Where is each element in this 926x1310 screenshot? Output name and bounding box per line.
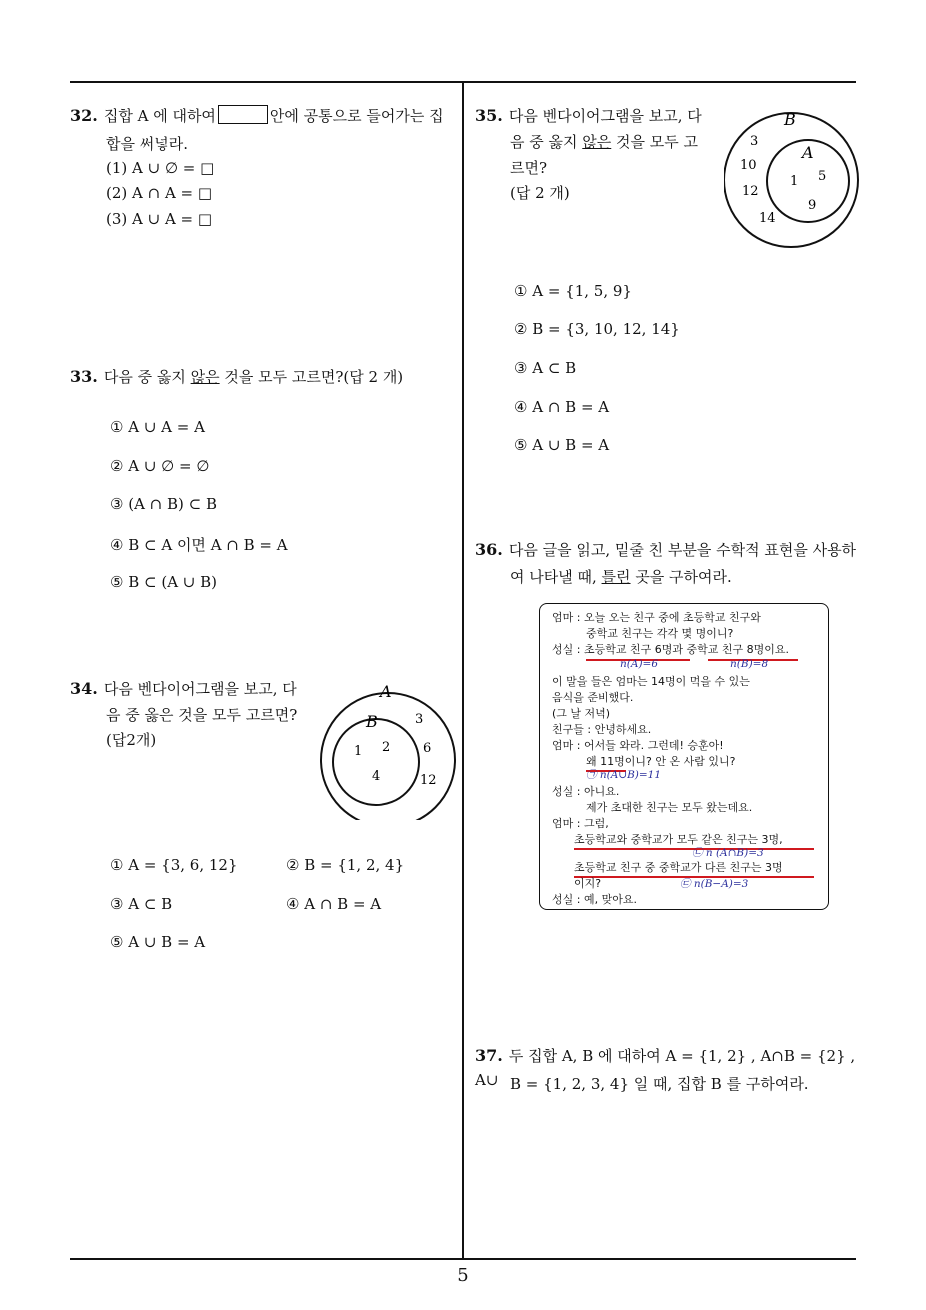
dialog-line: 초등학교와 중학교가 모두 같은 친구는 3명, [574,833,783,846]
question-35 [475,104,725,128]
question-text: 것을 모두 고르면?(답 2 개) [224,368,404,386]
question-33 [70,365,455,389]
q35-option-1: ① A = {1, 5, 9} [514,282,632,300]
question-text-cont: 르면? [510,159,548,177]
q34-option-1: ① A = {3, 6, 12} [110,856,238,874]
question-text: 두 집합 A, B 에 대하여 A = {1, 2} , A∩B = {2} , A∪ [475,1047,856,1089]
q35-option-4: ④ A ∩ B = A [514,398,610,416]
question-34 [70,677,310,701]
question-text: 음 중 옳지 [510,133,578,151]
annotation: ㉠ n(A∪B)=11 [586,769,662,781]
question-text: 여 나타낼 때, [510,568,597,586]
element: 1 [790,174,799,189]
element: 6 [423,741,432,756]
q33-option-3: ③ (A ∩ B) ⊂ B [110,495,218,513]
dialog-box [539,603,829,910]
question-text-cont: (답2개) [106,731,157,749]
annotation: ㉡ n (A∩B)=3 [692,847,764,859]
dialog-line: 성실 : 아니요. [552,785,620,798]
q33-option-5: ⑤ B ⊂ (A ∪ B) [110,573,218,591]
element: 3 [415,712,424,727]
dialog-line: 엄마 : 어서들 와라. 그런데! 승훈아! [552,739,724,752]
dialog-line: 왜 11명이니? 안 온 사람 있니? [586,755,736,768]
dialog-line: 엄마 : 오늘 오는 친구 중에 초등학교 친구와 [552,611,761,624]
element: 12 [420,773,437,788]
question-number: 33. [70,367,98,386]
q32-item-2: (2) A ∩ A = □ [106,184,213,202]
question-text: 다음 중 옳지 [103,368,186,386]
page-number: 5 [457,1265,469,1286]
element: 12 [742,184,759,199]
set-a-label: A [802,143,814,162]
question-text: 집합 A 에 대하여 [103,107,216,125]
question-text-cont [510,566,732,587]
dialog-line: 이 말을 들은 엄마는 14명이 먹을 수 있는 [552,675,750,688]
q32-item-1: (1) A ∪ ∅ = □ [106,159,215,177]
question-number: 32. [70,106,98,125]
q35-option-5: ⑤ A ∪ B = A [514,436,610,454]
dialog-line: 성실 : 초등학교 친구 6명과 중학교 친구 8명이요. [552,643,789,656]
element: 4 [372,769,381,784]
question-text-cont: B = {1, 2, 3, 4} 일 때, 집합 B 를 구하여라. [510,1075,809,1093]
question-text-cont: (답 2 개) [510,184,570,202]
question-32 [70,104,455,128]
set-a-label: A [380,682,392,701]
set-b-label: B [366,712,378,731]
q35-option-2: ② B = {3, 10, 12, 14} [514,320,680,338]
question-text: 안에 공통으로 들어가는 집 [269,107,444,125]
dialog-line: 성실 : 예, 맞아요. [552,893,637,906]
q34-option-3: ③ A ⊂ B [110,895,173,913]
dialog-line: (그 날 저녁) [552,707,611,720]
element: 3 [750,134,759,149]
element: 10 [740,158,757,173]
q33-option-1: ① A ∪ A = A [110,418,205,436]
bottom-rule [70,1258,856,1260]
element: 2 [382,740,391,755]
set-b-label: B [784,110,796,129]
element: 14 [759,211,776,226]
underlined-word: 않은 [190,368,220,386]
q33-option-2: ② A ∪ ∅ = ∅ [110,457,210,475]
q35-option-3: ③ A ⊂ B [514,359,577,377]
question-number: 35. [475,106,503,125]
q32-item-3: (3) A ∪ A = □ [106,210,213,228]
annotation: ㉢ n(B−A)=3 [680,878,749,890]
dialog-line: 엄마 : 그럼, [552,817,609,830]
question-number: 37. [475,1046,503,1065]
underlined-word: 틀린 [601,568,631,586]
question-text-cont: 음 중 옳은 것을 모두 고르면? [106,706,298,724]
question-number: 34. [70,679,98,698]
dialog-line: 초등학교 친구 중 중학교가 다른 친구는 3명 [574,861,783,874]
annotation: n(A)=6 [620,658,659,670]
question-text: 다음 벤다이어그램을 보고, 다 [508,107,702,125]
question-text-cont: 합을 써넣라. [106,135,188,153]
underlined-word: 않은 [582,133,612,151]
question-text: 곳을 구하여라. [635,568,732,586]
set-a-circle [321,693,455,820]
element: 5 [818,169,827,184]
dialog-line: 제가 초대한 친구는 모두 왔는데요. [586,801,753,814]
question-36 [475,538,865,562]
q33-option-4: ④ B ⊂ A 이면 A ∩ B = A [110,536,288,554]
annotation: n(B)=8 [730,658,769,670]
q34-option-5: ⑤ A ∪ B = A [110,933,206,951]
dialog-line: 음식을 준비했다. [552,691,634,704]
dialog-line: 이지? [574,877,602,890]
question-text-cont [510,131,698,152]
q34-option-2: ② B = {1, 2, 4} [286,856,405,874]
dialog-line: 중학교 친구는 각각 몇 명이니? [586,627,734,640]
column-divider [462,82,464,1260]
question-number: 36. [475,540,503,559]
venn-diagram-q34 [318,680,460,820]
venn-diagram-q35 [724,108,862,250]
q34-option-4: ④ A ∩ B = A [286,895,382,913]
question-text: 다음 글을 읽고, 밑줄 친 부분을 수학적 표현을 사용하 [508,541,857,559]
question-text: 것을 모두 고 [616,133,699,151]
dialog-line: 친구들 : 안녕하세요. [552,723,652,736]
question-text: 다음 벤다이어그램을 보고, 다 [103,680,297,698]
element: 1 [354,744,363,759]
answer-box [218,105,268,124]
element: 9 [808,198,817,213]
set-b-circle [333,719,419,805]
